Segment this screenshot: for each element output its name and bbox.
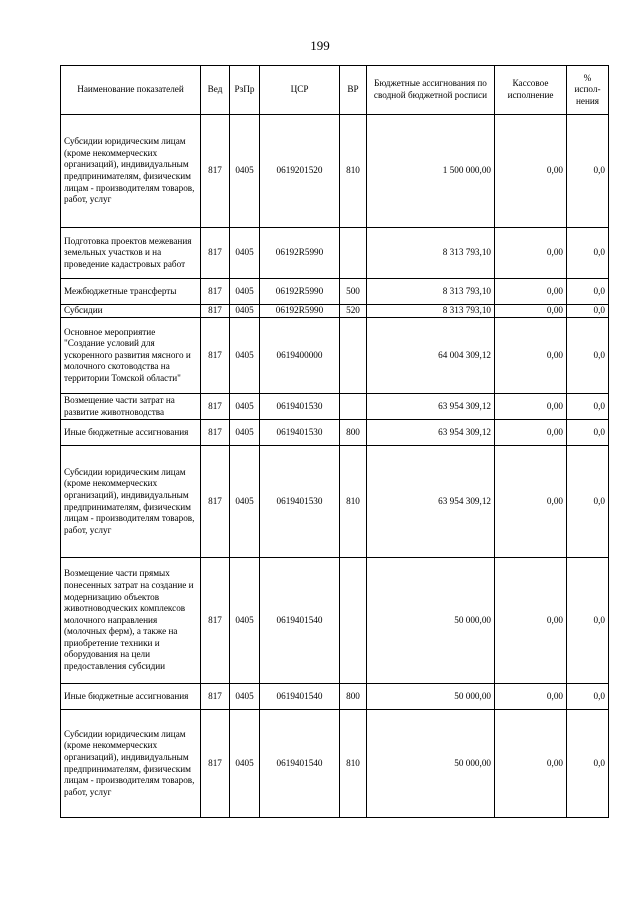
row-pct: 0,0	[567, 318, 609, 394]
row-rzpr: 0405	[230, 710, 260, 818]
table-row	[61, 710, 609, 818]
row-vr	[340, 558, 367, 684]
row-name: Субсидии юридическим лицам (кроме некоммерческих организаций), индивидуальным предпринимателям, физическим лицам - производителям товаров, работ, услуг	[61, 115, 201, 228]
row-pct: 0,0	[567, 558, 609, 684]
row-cash: 0,00	[495, 446, 567, 558]
row-ved: 817	[201, 115, 230, 228]
row-csr: 0619401530	[260, 420, 340, 446]
row-budget: 8 313 793,10	[367, 228, 495, 279]
table-row	[61, 228, 609, 279]
header-csr: ЦСР	[260, 66, 340, 115]
row-csr: 06192R5990	[260, 279, 340, 305]
row-csr: 0619401540	[260, 710, 340, 818]
row-budget: 63 954 309,12	[367, 446, 495, 558]
row-name: Подготовка проектов межевания земельных участков и на проведение кадастровых работ	[61, 228, 201, 279]
row-ved: 817	[201, 394, 230, 420]
row-csr: 0619201520	[260, 115, 340, 228]
table-row	[61, 305, 609, 318]
row-pct: 0,0	[567, 228, 609, 279]
row-pct: 0,0	[567, 394, 609, 420]
row-cash: 0,00	[495, 684, 567, 710]
table-row	[61, 420, 609, 446]
row-vr: 800	[340, 420, 367, 446]
table-row	[61, 115, 609, 228]
row-ved: 817	[201, 684, 230, 710]
row-cash: 0,00	[495, 710, 567, 818]
header-rzpr: РзПр	[230, 66, 260, 115]
row-name: Иные бюджетные ассигнования	[61, 420, 201, 446]
row-vr: 500	[340, 279, 367, 305]
header-pct: % испол-нения	[567, 66, 609, 115]
row-csr: 0619400000	[260, 318, 340, 394]
row-cash: 0,00	[495, 305, 567, 318]
row-ved: 817	[201, 305, 230, 318]
row-rzpr: 0405	[230, 228, 260, 279]
row-budget: 63 954 309,12	[367, 394, 495, 420]
row-pct: 0,0	[567, 420, 609, 446]
row-vr	[340, 228, 367, 279]
row-rzpr: 0405	[230, 305, 260, 318]
row-pct: 0,0	[567, 115, 609, 228]
row-ved: 817	[201, 558, 230, 684]
row-vr: 810	[340, 446, 367, 558]
row-ved: 817	[201, 420, 230, 446]
row-pct: 0,0	[567, 446, 609, 558]
row-vr: 810	[340, 115, 367, 228]
row-rzpr: 0405	[230, 446, 260, 558]
row-vr: 800	[340, 684, 367, 710]
row-ved: 817	[201, 446, 230, 558]
budget-execution-table	[60, 65, 609, 818]
table-header-row	[61, 66, 609, 115]
row-rzpr: 0405	[230, 558, 260, 684]
row-budget: 50 000,00	[367, 558, 495, 684]
row-rzpr: 0405	[230, 115, 260, 228]
row-name: Субсидии	[61, 305, 201, 318]
row-pct: 0,0	[567, 684, 609, 710]
row-vr	[340, 394, 367, 420]
row-budget: 8 313 793,10	[367, 305, 495, 318]
row-cash: 0,00	[495, 115, 567, 228]
page-number: 199	[310, 38, 330, 53]
row-ved: 817	[201, 318, 230, 394]
table-row	[61, 318, 609, 394]
row-name: Субсидии юридическим лицам (кроме некоммерческих организаций), индивидуальным предпринимателям, физическим лицам - производителям товаров, работ, услуг	[61, 446, 201, 558]
row-csr: 06192R5990	[260, 228, 340, 279]
row-vr	[340, 318, 367, 394]
table-row	[61, 279, 609, 305]
row-budget: 1 500 000,00	[367, 115, 495, 228]
row-cash: 0,00	[495, 394, 567, 420]
row-rzpr: 0405	[230, 420, 260, 446]
row-name: Возмещение части прямых понесенных затрат на создание и модернизацию объектов животноводческих комплексов молочного направления (молочных ферм), а также на приобретение техники и оборудования на цели предоставления субсидии	[61, 558, 201, 684]
row-ved: 817	[201, 710, 230, 818]
header-budget: Бюджетные ассигнования по сводной бюджетной росписи	[367, 66, 495, 115]
row-vr: 810	[340, 710, 367, 818]
table-row	[61, 446, 609, 558]
row-budget: 64 004 309,12	[367, 318, 495, 394]
row-pct: 0,0	[567, 305, 609, 318]
table-row	[61, 394, 609, 420]
row-pct: 0,0	[567, 710, 609, 818]
row-budget: 50 000,00	[367, 710, 495, 818]
row-ved: 817	[201, 228, 230, 279]
row-cash: 0,00	[495, 558, 567, 684]
row-name: Субсидии юридическим лицам (кроме некоммерческих организаций), индивидуальным предпринимателям, физическим лицам - производителям товаров, работ, услуг	[61, 710, 201, 818]
row-csr: 06192R5990	[260, 305, 340, 318]
header-cash: Кассовое исполнение	[495, 66, 567, 115]
table-row	[61, 558, 609, 684]
header-name: Наименование показателей	[61, 66, 201, 115]
row-vr: 520	[340, 305, 367, 318]
row-csr: 0619401530	[260, 446, 340, 558]
row-csr: 0619401540	[260, 684, 340, 710]
row-rzpr: 0405	[230, 394, 260, 420]
row-pct: 0,0	[567, 279, 609, 305]
header-ved: Вед	[201, 66, 230, 115]
row-rzpr: 0405	[230, 318, 260, 394]
row-budget: 8 313 793,10	[367, 279, 495, 305]
row-name: Основное мероприятие "Создание условий для ускоренного развития мясного и молочного скотоводства на территории Томской области"	[61, 318, 201, 394]
row-budget: 50 000,00	[367, 684, 495, 710]
row-name: Межбюджетные трансферты	[61, 279, 201, 305]
row-cash: 0,00	[495, 318, 567, 394]
header-vr: ВР	[340, 66, 367, 115]
row-ved: 817	[201, 279, 230, 305]
row-csr: 0619401530	[260, 394, 340, 420]
row-cash: 0,00	[495, 279, 567, 305]
row-budget: 63 954 309,12	[367, 420, 495, 446]
row-cash: 0,00	[495, 228, 567, 279]
table-row	[61, 684, 609, 710]
row-rzpr: 0405	[230, 279, 260, 305]
row-csr: 0619401540	[260, 558, 340, 684]
row-cash: 0,00	[495, 420, 567, 446]
row-rzpr: 0405	[230, 684, 260, 710]
row-name: Иные бюджетные ассигнования	[61, 684, 201, 710]
row-name: Возмещение части затрат на развитие животноводства	[61, 394, 201, 420]
